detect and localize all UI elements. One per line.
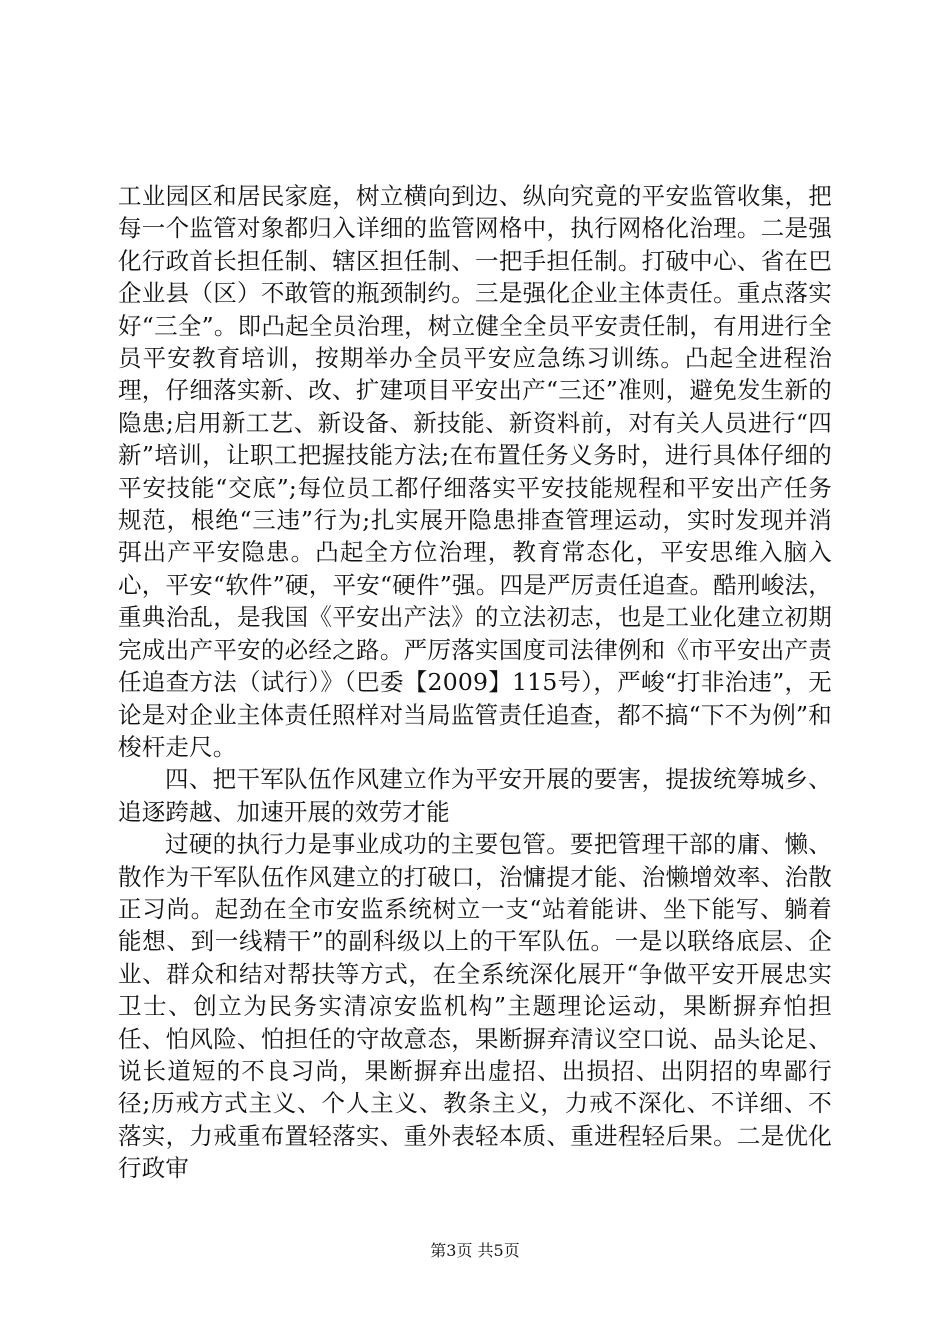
paragraph-continued: 工业园区和居民家庭，树立横向到边、纵向究竟的平安监管收集，把每一个监管对象都归入详细的监管网格中，执行网格化治理。二是强化行政首长担任制、辖区担任制、一把手担任制。打破中心、省在巴企业县（区）不敢管的瓶颈制约。三是强化企业主体责任。重点落实好“三全”。即凸起全员治理，树立健全全员平安责任制，有用进行全员平安教育培训，按期举办全员平安应急练习训练。凸起全进程治理，仔细落实新、改、扩建项目平安出产“三还”准则，避免发生新的隐患;启用新工艺、新设备、新技能、新资料前，对有关人员进行“四新”培训，让职工把握技能方法;在布置任务义务时，进行具体仔细的平安技能“交底”;每位员工都仔细落实平安技能规程和平安出产任务规范，根绝“三违”行为;扎实展开隐患排查管理运动，实时发现并消弭出产平安隐患。凸起全方位治理，教育常态化，平安思维入脑入心，平安“软件”硬，平安“硬件”强。四是严厉责任追查。酷刑峻法，重典治乱，是我国《平安出产法》的立法初志，也是工业化建立初期完成出产平安的必经之路。严厉落实国度司法律例和《市平安出产责任追查方法（试行）》（巴委【2009】115号），严峻“打非治违”，无论是对企业主体责任照样对当局监管责任追查，都不搞“下不为例”和梭杆走尺。: [118, 182, 832, 761]
paragraph-execution: 过硬的执行力是事业成功的主要包管。要把管理干部的庸、懒、散作为干军队伍作风建立的打破口，治慵提才能、治懒增效率、治散正习尚。起劲在全市安监系统树立一支“站着能讲、坐下能写、躺着能想、到一线精干”的副科级以上的干军队伍。一是以联络底层、企业、群众和结对帮扶等方式，在全系统深化展开“争做平安开展忠实卫士、创立为民务实清凉安监机构”主题理论运动，果断摒弃怕担任、怕风险、怕担任的守故意态，果断摒弃清议空口说、品头论足、说长道短的不良习尚，果断摒弃出虚招、出损招、出阴招的卑鄙行径;历戒方式主义、个人主义、教条主义，力戒不深化、不详细、不落实，力戒重布置轻落实、重外表轻本质、重进程轻后果。二是优化行政审: [118, 830, 832, 1183]
section-heading-four: 四、把干军队伍作风建立作为平安开展的要害，提拔统筹城乡、追逐跨越、加速开展的效劳才能: [118, 765, 832, 826]
page-footer: 第3页 共5页: [430, 1241, 520, 1260]
document-body: [118, 180, 832, 1185]
